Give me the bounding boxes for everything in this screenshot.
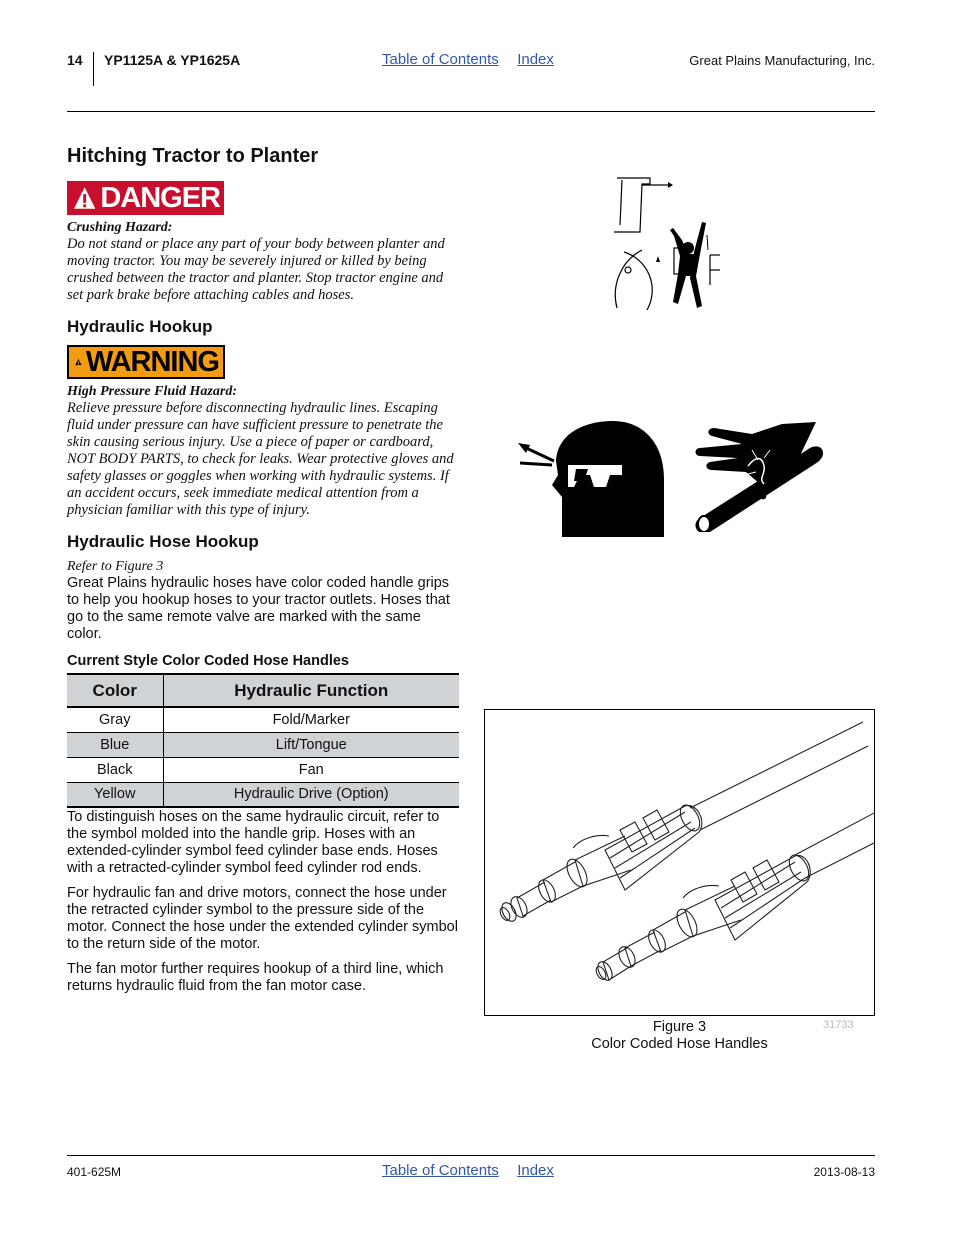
figure-id: 31733 — [823, 1019, 854, 1031]
table-row — [67, 757, 459, 782]
footer-links — [382, 1162, 568, 1180]
alert-triangle-icon — [73, 186, 96, 210]
danger-text: Do not stand or place any part of your body between planter and moving tractor. You may be severely injured or killed by being crushed between the tractor and planter. Stop tractor engine and set park brake before attaching cables and hoses. — [67, 236, 445, 303]
warning-label: WARNING — [85, 345, 219, 378]
header-rule — [67, 111, 875, 112]
page-number: 14 — [67, 52, 83, 68]
main-column — [67, 145, 459, 995]
paragraph-symbols: To distinguish hoses on the same hydraulic circuit, refer to the symbol molded into the handle grip. Hoses with an extended-cylinder symbol feed cylinder base ends. Hoses with a retracted-cylinder symbol feed cylinder rod ends. — [67, 809, 440, 876]
function-cell: Lift/Tongue — [163, 732, 459, 757]
face-goggles-icon — [518, 421, 664, 537]
header-links — [382, 51, 568, 69]
figure-3-frame — [484, 709, 875, 1016]
table-row — [67, 782, 459, 807]
table-row — [67, 707, 459, 732]
hose-handles-illustration — [485, 710, 875, 1016]
danger-hazard-title: Crushing Hazard: — [67, 220, 173, 235]
section-title: Hitching Tractor to Planter — [67, 145, 319, 167]
model-name: YP1125A & YP1625A — [104, 52, 241, 68]
danger-label: DANGER — [100, 181, 220, 214]
warning-badge — [67, 345, 225, 379]
color-cell: Yellow — [67, 782, 163, 807]
hose-intro: Great Plains hydraulic hoses have color coded handle grips to help you hookup hoses to your tractor outlets. Hoses that go to the same remote valve are marked with the same color. — [67, 575, 450, 642]
figure-label: Figure 3 — [652, 1019, 707, 1035]
danger-badge — [67, 181, 224, 215]
header-divider — [93, 52, 94, 86]
crush-hazard-illustration — [612, 170, 722, 312]
toc-link[interactable]: Table of Contents — [382, 1162, 499, 1179]
table-row — [67, 732, 459, 757]
table-header-function: Hydraulic Function — [163, 674, 459, 707]
index-link[interactable]: Index — [517, 1162, 554, 1179]
page-header — [67, 52, 875, 92]
revision-date: 2013-08-13 — [813, 1165, 875, 1179]
figure-title: Color Coded Hose Handles — [591, 1036, 768, 1052]
figure-reference: Refer to Figure 3 — [67, 559, 164, 574]
hose-hookup-title: Hydraulic Hose Hookup — [67, 532, 259, 551]
paragraph-motors: For hydraulic fan and drive motors, connect the hose under the retracted cylinder symbol to the pressure side of the motor. Connect the hose under the extended cylinder symbol to the return side of the motor. — [67, 885, 458, 952]
paragraph-fan: The fan motor further requires hookup of a third line, which returns hydraulic fluid from the fan motor case. — [67, 961, 444, 994]
table-title: Current Style Color Coded Hose Handles — [67, 653, 349, 669]
index-link[interactable]: Index — [517, 51, 554, 68]
hand-leak-icon — [692, 420, 828, 532]
hose-color-table — [67, 673, 459, 808]
document-id: 401-625M — [67, 1165, 122, 1179]
function-cell: Hydraulic Drive (Option) — [163, 782, 459, 807]
function-cell: Fold/Marker — [163, 707, 459, 732]
hydraulic-hookup-title: Hydraulic Hookup — [67, 317, 213, 336]
warning-hazard-title: High Pressure Fluid Hazard: — [67, 384, 237, 399]
color-cell: Blue — [67, 732, 163, 757]
color-cell: Gray — [67, 707, 163, 732]
company-name: Great Plains Manufacturing, Inc. — [689, 53, 875, 68]
warning-text: Relieve pressure before disconnecting hydraulic lines. Escaping fluid under pressure can have sufficient pressure to penetrate the skin causing serious injury. Use a piece of paper or cardboard, NOT BODY PARTS, to check for leaks. Wear protective gloves and safety glasses or goggles when working with hydraulic systems. If an accident occurs, seek immediate medical attention from a physician familiar with this type of injury. — [67, 400, 454, 518]
toc-link[interactable]: Table of Contents — [382, 51, 499, 68]
alert-triangle-icon — [75, 350, 82, 374]
page-footer — [67, 1162, 875, 1182]
color-cell: Black — [67, 757, 163, 782]
figure-caption — [484, 1019, 875, 1053]
footer-rule — [67, 1155, 875, 1156]
table-header-color: Color — [67, 674, 163, 707]
function-cell: Fan — [163, 757, 459, 782]
